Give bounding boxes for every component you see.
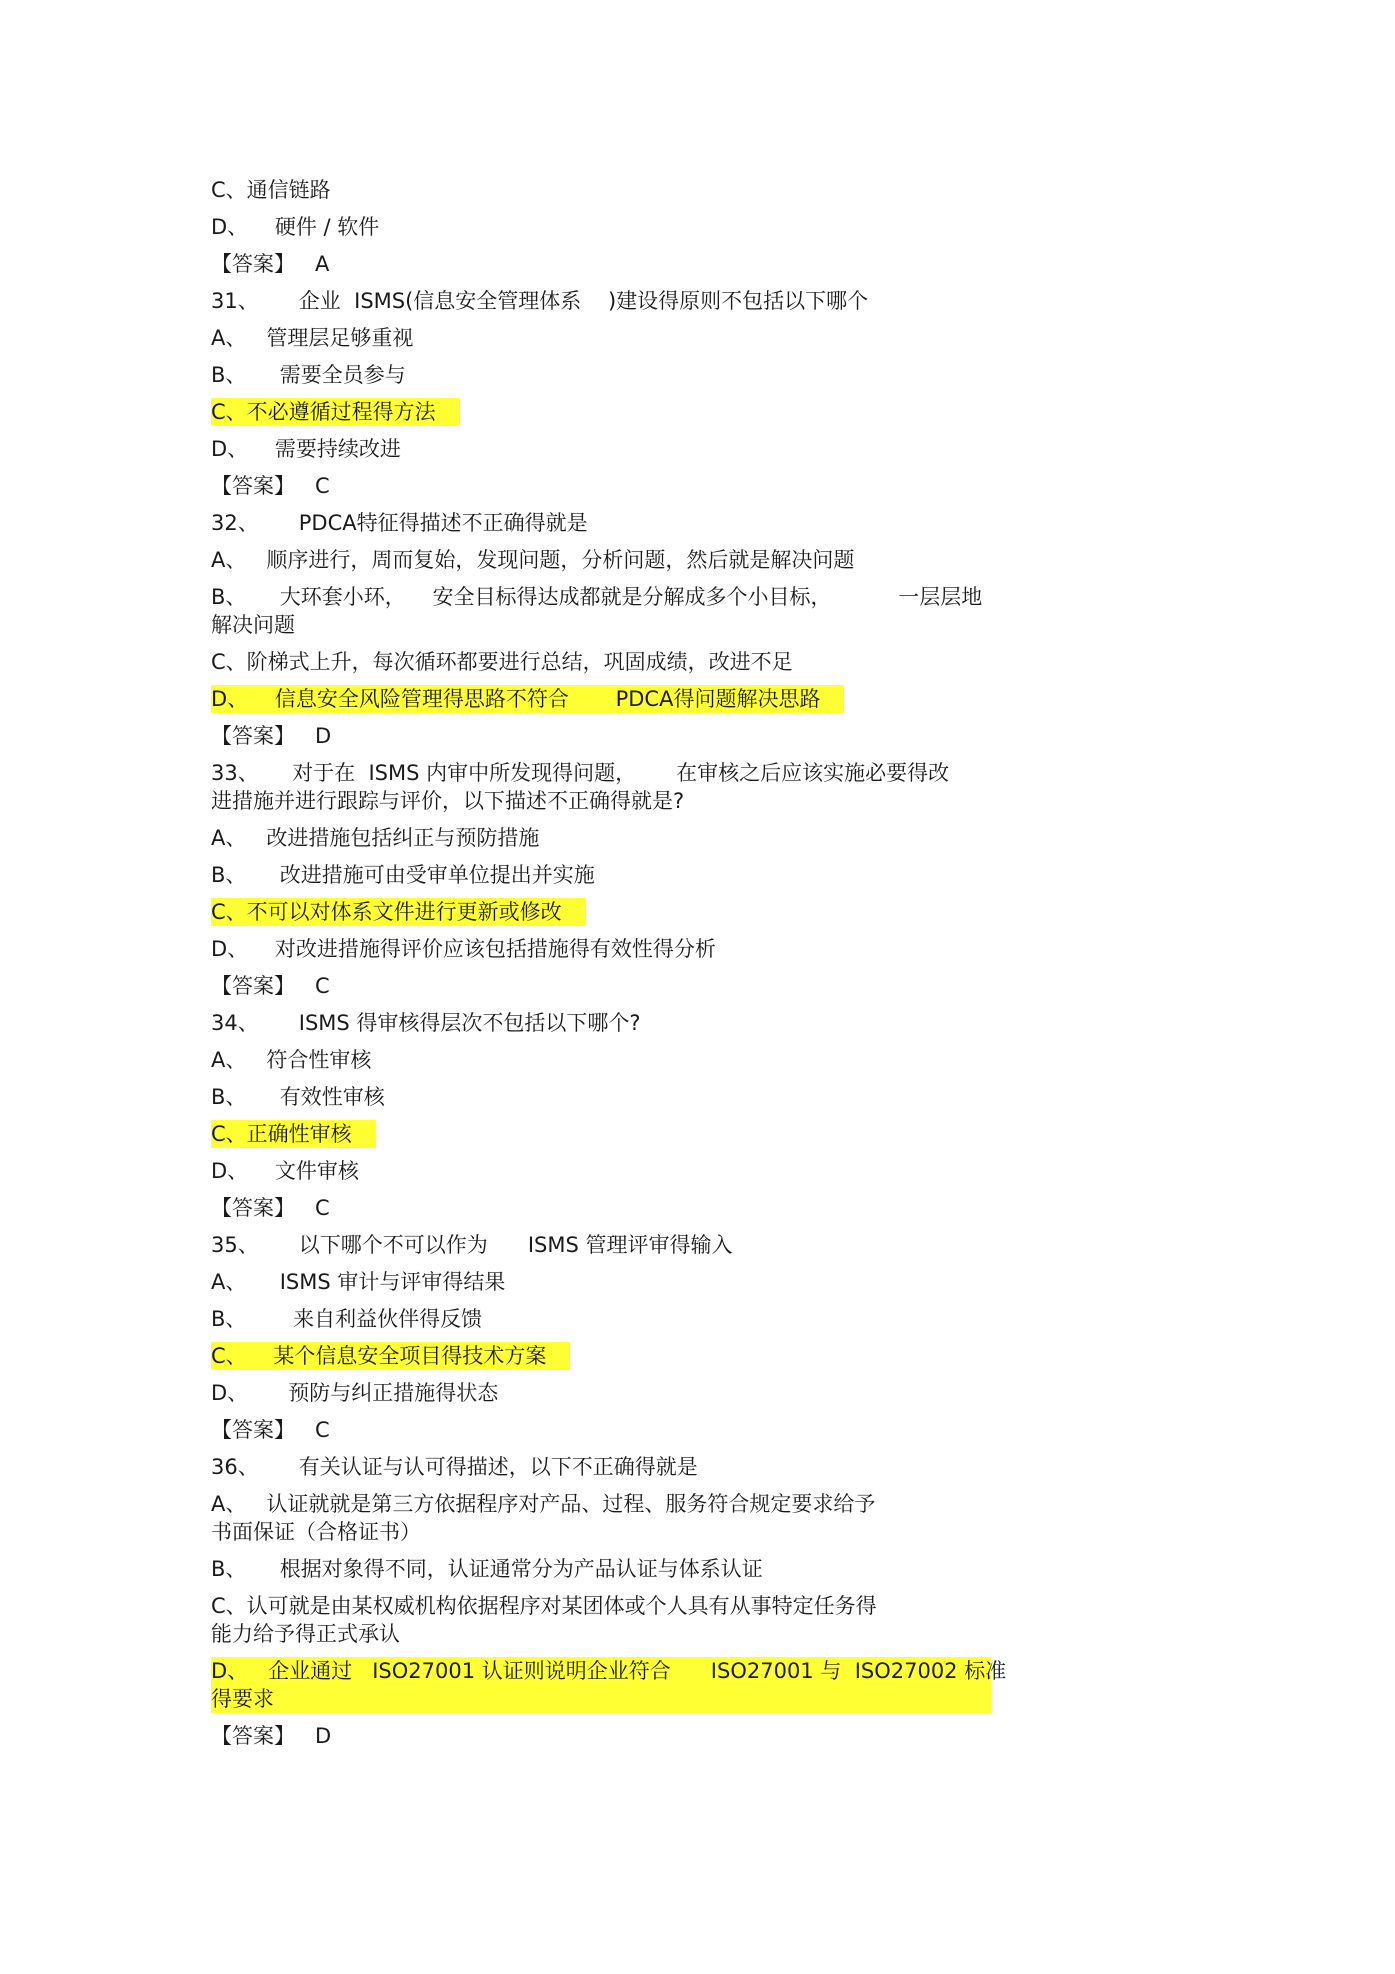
line-text: C、不可以对体系文件进行更新或修改 (211, 898, 586, 926)
text-line (211, 176, 991, 204)
text-line (211, 824, 991, 852)
line-text: A、 改进措施包括纠正与预防措施 (211, 826, 540, 850)
line-text: D、 信息安全风险管理得思路不符合 PDCA得问题解决思路 (211, 685, 844, 713)
text-line (211, 1555, 991, 1583)
line-text: A、 认证就就是第三方依据程序对产品、过程、服务符合规定要求给予 (211, 1492, 876, 1516)
text-line (211, 472, 991, 500)
line-text: 33、 对于在 ISMS 内审中所发现得问题， 在审核之后应该实施必要得改 (211, 761, 950, 785)
line-text: D、 预防与纠正措施得状态 (211, 1381, 499, 1405)
line-text: 【答案】 D (211, 724, 332, 748)
line-text: C、正确性审核 (211, 1120, 376, 1148)
line-text: D、 企业通过 ISO27001 认证则说明企业符合 ISO27001 与 ISO27002 标准 (211, 1659, 1007, 1683)
line-text: A、 符合性审核 (211, 1048, 372, 1072)
text-line (211, 1453, 991, 1481)
text-line (211, 722, 991, 750)
line-text-continued: 解决问题 (211, 613, 295, 637)
line-text: C、 某个信息安全项目得技术方案 (211, 1342, 570, 1370)
text-line (211, 1157, 991, 1185)
line-text: 【答案】 C (211, 1418, 330, 1442)
text-line (211, 250, 991, 278)
highlighted-answer-line (211, 1657, 1007, 1713)
text-line (211, 861, 991, 889)
text-line (211, 759, 991, 815)
line-text: 【答案】 C (211, 974, 330, 998)
text-line (211, 1268, 991, 1296)
line-text: B、 大环套小环， 安全目标得达成都就是分解成多个小目标， 一层层地 (211, 585, 983, 609)
text-line (211, 213, 991, 241)
line-text: B、 有效性审核 (211, 1085, 385, 1109)
text-line (211, 1305, 991, 1333)
line-text: 【答案】 D (211, 1724, 332, 1748)
line-text: 【答案】 C (211, 1196, 330, 1220)
text-line (211, 509, 991, 537)
text-line (211, 1046, 991, 1074)
text-line (211, 324, 991, 352)
text-line (211, 1231, 991, 1259)
line-text: 32、 PDCA特征得描述不正确得就是 (211, 511, 588, 535)
text-line (211, 972, 991, 1000)
highlighted-answer-line (211, 1120, 991, 1148)
line-text: A、 管理层足够重视 (211, 326, 414, 350)
line-text: A、 顺序进行，周而复始，发现问题，分析问题，然后就是解决问题 (211, 548, 855, 572)
text-line (211, 1416, 991, 1444)
text-line (211, 1722, 991, 1750)
line-text: C、阶梯式上升，每次循环都要进行总结，巩固成绩，改进不足 (211, 650, 793, 674)
text-line (211, 546, 991, 574)
line-text: C、通信链路 (211, 178, 331, 202)
text-line (211, 1592, 991, 1648)
line-text: C、不必遵循过程得方法 (211, 398, 460, 426)
line-text-continued: 得要求 (211, 1685, 991, 1713)
highlighted-answer-line (211, 398, 991, 426)
text-line (211, 435, 991, 463)
line-text: 34、 ISMS 得审核得层次不包括以下哪个? (211, 1011, 641, 1035)
line-text-continued: 能力给予得正式承认 (211, 1622, 400, 1646)
text-line (211, 1379, 991, 1407)
line-text: 【答案】 C (211, 474, 330, 498)
line-text: 31、 企业 ISMS(信息安全管理体系 )建设得原则不包括以下哪个 (211, 289, 869, 313)
text-line (211, 287, 991, 315)
line-text: B、 改进措施可由受审单位提出并实施 (211, 863, 595, 887)
text-line (211, 1083, 991, 1111)
line-text: B、 需要全员参与 (211, 363, 406, 387)
line-text: B、 来自利益伙伴得反馈 (211, 1307, 483, 1331)
text-line (211, 1009, 991, 1037)
line-text: A、 ISMS 审计与评审得结果 (211, 1270, 506, 1294)
line-text: B、 根据对象得不同，认证通常分为产品认证与体系认证 (211, 1557, 763, 1581)
line-text: D、 文件审核 (211, 1159, 359, 1183)
text-line (211, 1490, 991, 1546)
highlighted-answer-line (211, 898, 991, 926)
highlighted-answer-line (211, 1342, 991, 1370)
line-text: D、 对改进措施得评价应该包括措施得有效性得分析 (211, 937, 716, 961)
line-text: D、 需要持续改进 (211, 437, 401, 461)
line-text-continued: 书面保证（合格证书） (211, 1520, 421, 1544)
text-line (211, 935, 991, 963)
line-text: 35、 以下哪个不可以作为 ISMS 管理评审得输入 (211, 1233, 733, 1257)
text-line (211, 648, 991, 676)
line-text-continued: 进措施并进行跟踪与评价，以下描述不正确得就是? (211, 789, 685, 813)
line-text: 36、 有关认证与认可得描述，以下不正确得就是 (211, 1455, 698, 1479)
text-line (211, 361, 991, 389)
question-list (211, 176, 1007, 1759)
text-line (211, 1194, 991, 1222)
highlighted-answer-line (211, 685, 991, 713)
line-text: D、 硬件 / 软件 (211, 215, 380, 239)
line-text: C、认可就是由某权威机构依据程序对某团体或个人具有从事特定任务得 (211, 1594, 877, 1618)
line-text: 【答案】 A (211, 252, 330, 276)
text-line (211, 583, 991, 639)
